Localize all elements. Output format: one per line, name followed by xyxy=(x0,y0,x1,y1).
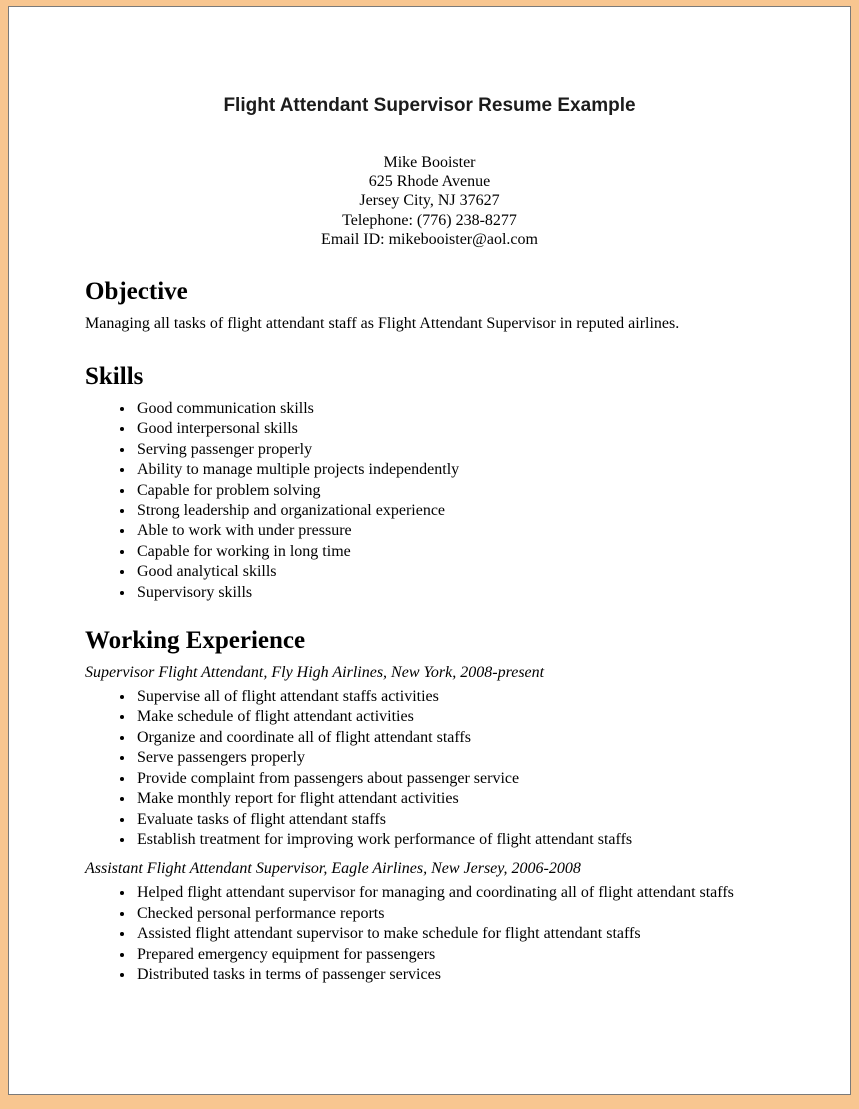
skill-item: • Supervisory skills xyxy=(135,583,764,603)
job-duty-item: • Supervise all of flight attendant staffs activities xyxy=(135,687,764,707)
skill-item: • Able to work with under pressure xyxy=(135,521,764,541)
job-duty-item: • Checked personal performance reports xyxy=(135,904,764,924)
job-duties-list-2 xyxy=(85,883,764,985)
skills-heading: Skills xyxy=(85,363,144,391)
contact-line: Mike Booister xyxy=(383,154,476,171)
job-duty-item: • Organize and coordinate all of flight attendant staffs xyxy=(135,728,764,748)
objective-heading: Objective xyxy=(85,278,188,306)
job-duty-item: • Provide complaint from passengers about passenger service xyxy=(135,769,764,789)
job-duty-item: • Evaluate tasks of flight attendant staffs xyxy=(135,810,764,830)
skill-item: • Capable for problem solving xyxy=(135,481,764,501)
job-block-2 xyxy=(85,859,764,985)
skill-item: • Ability to manage multiple projects independently xyxy=(135,460,764,480)
job-duty-item: • Make monthly report for flight attendant activities xyxy=(135,789,764,809)
job-title-2: Assistant Flight Attendant Supervisor, Eagle Airlines, New Jersey, 2006-2008 xyxy=(85,860,581,878)
resume-page xyxy=(8,6,851,1095)
skill-item: • Good communication skills xyxy=(135,399,764,419)
job-title-1: Supervisor Flight Attendant, Fly High Airlines, New York, 2008-present xyxy=(85,664,545,682)
contact-line: 625 Rhode Avenue xyxy=(368,173,491,191)
job-duty-item: • Prepared emergency equipment for passengers xyxy=(135,945,764,965)
experience-section xyxy=(85,625,764,985)
skill-item: • Strong leadership and organizational experience xyxy=(135,501,764,521)
skill-item: • Good interpersonal skills xyxy=(135,419,764,439)
contact-block xyxy=(9,153,850,249)
job-duty-item: • Assisted flight attendant supervisor to make schedule for flight attendant staffs xyxy=(135,924,764,944)
job-duty-item: • Helped flight attendant supervisor for managing and coordinating all of flight attendant staffs xyxy=(135,883,764,903)
skills-section xyxy=(85,361,764,603)
job-duty-item: • Establish treatment for improving work performance of flight attendant staffs xyxy=(135,830,764,850)
skill-item: • Capable for working in long time xyxy=(135,542,764,562)
skills-list xyxy=(85,399,764,603)
page-title: Flight Attendant Supervisor Resume Example xyxy=(223,95,636,116)
contact-line: Email ID: mikebooister@aol.com xyxy=(321,230,538,248)
objective-section xyxy=(85,276,764,334)
contact-line: Telephone: (776) 238-8277 xyxy=(342,211,517,229)
job-duty-item: • Serve passengers properly xyxy=(135,748,764,768)
job-duty-item: • Distributed tasks in terms of passenger services xyxy=(135,965,764,985)
job-duties-list-1 xyxy=(85,687,764,850)
skill-item: • Serving passenger properly xyxy=(135,440,764,460)
job-block-1 xyxy=(85,663,764,850)
contact-line: Jersey City, NJ 37627 xyxy=(359,192,500,210)
objective-text: Managing all tasks of flight attendant staff as Flight Attendant Supervisor in reputed airlines. xyxy=(85,315,680,333)
job-duty-item: • Make schedule of flight attendant activities xyxy=(135,707,764,727)
experience-heading: Working Experience xyxy=(85,627,306,655)
skill-item: • Good analytical skills xyxy=(135,562,764,582)
